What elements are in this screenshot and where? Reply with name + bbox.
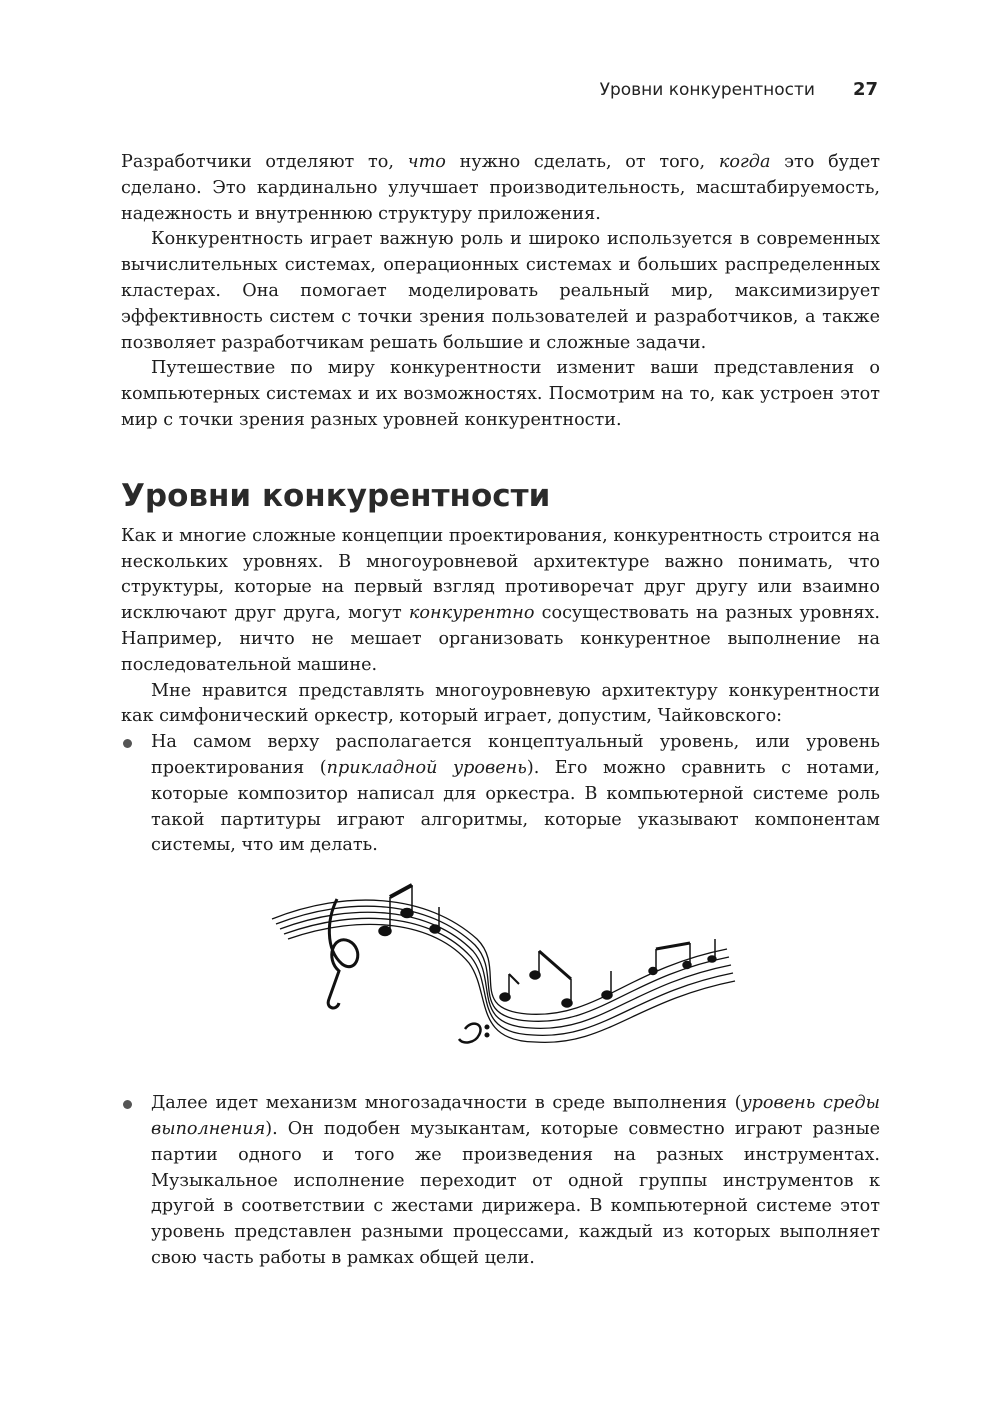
page-body	[121, 150, 880, 1272]
paragraph-levels: Как и многие сложные концепции проектирования, конкурентность строится на нескольких уровнях. В многоуровневой архитектуре важно понимать, что структуры, которые на первый взгляд противоречат друг другу или взаимно исключают друг друга, могут конкурентно сосуществовать на разных уровнях. Например, ничто не мешает организовать конкурентное выполнение на последовательной машине.	[121, 525, 881, 675]
bullet-icon	[123, 739, 132, 748]
paragraph-orchestra: Мне нравится представлять многоуровневую архитектуру конкурентности как симфонический оркестр, который играет, допустим, Чайковского:	[121, 680, 880, 727]
section-heading: Уровни конкурентности	[121, 477, 551, 514]
paragraph-role: Конкурентность играет важную роль и широко используется в современных вычислительных системах, операционных системах и больших распределенных кластерах. Она помогает моделировать реальный мир, максимизирует эффективность систем с точки зрения пользователей и разработчиков, а также позволяет разработчикам решать большие и сложные задачи.	[121, 229, 880, 353]
music-staff-wave-icon	[267, 879, 737, 1049]
paragraph-journey: Путешествие по миру конкурентности изменит ваши представления о компьютерных системах и их возможностях. Посмотрим на то, как устроен этот мир с точки зрения разных уровней конкурентности.	[121, 358, 880, 430]
paragraph-intro: Разработчики отделяют то, что нужно сделать, от того, когда это будет сделано. Это кардинально улучшает производительность, масштабируемость, надежность и внутреннюю структуру приложения.	[121, 152, 880, 224]
bullet-item-runtime-level: Далее идет механизм многозадачности в среде выполнения (уровень среды выполнения). Он подобен музыкантам, которые совместно играют разные партии одного и того же произведения на разных инструментах. Музыкальное исполнение переходит от одной группы инструментов к другой в соответствии с жестами дирижера. В компьютерной системе этот уровень представлен разными процессами, каждый из которых выполняет свою часть работы в рамках общей цели.	[121, 1091, 880, 1272]
page-number: 27	[852, 79, 878, 100]
spacer	[121, 1049, 880, 1091]
bullet-list-1	[121, 730, 880, 859]
running-header	[600, 79, 878, 100]
bullet-item-application-level: На самом верху располагается концептуальный уровень, или уровень проектирования (прикладной уровень). Его можно сравнить с нотами, которые композитор написал для оркестра. В компьютерной системе роль такой партитуры играют алгоритмы, которые указывают компонентам системы, что им делать.	[121, 730, 880, 859]
bullet-icon	[123, 1100, 132, 1109]
bullet-list-2	[121, 1091, 880, 1272]
running-title: Уровни конкурентности	[599, 80, 815, 100]
